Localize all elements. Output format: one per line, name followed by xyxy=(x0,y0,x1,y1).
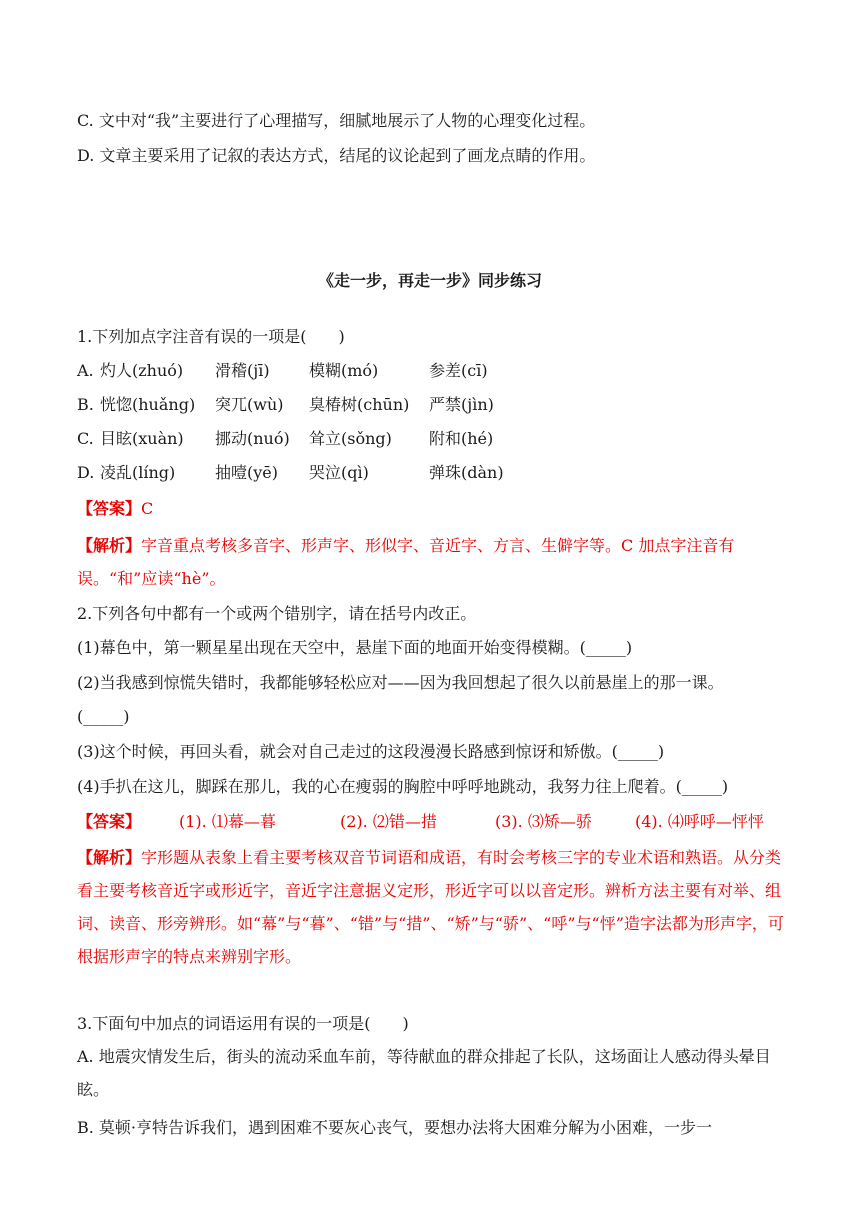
analysis-text: 字音重点考核多音字、形声字、形似字、音近字、方言、生僻字等。C 加点字注音有误。“和”应读“hè”。 xyxy=(77,536,735,588)
q2-item-2-blank: (_____) xyxy=(77,707,130,726)
pinyin-item: 臭椿树(chūn) xyxy=(309,395,410,414)
answer-item: (3). ⑶矫—骄 xyxy=(495,812,592,831)
pinyin-item: 耸立(sǒng) xyxy=(309,429,392,448)
answer-item: (4). ⑷呼呼—怦怦 xyxy=(635,812,764,831)
q2-answer xyxy=(77,811,790,833)
q2-item-3: (3)这个时候，再回头看，就会对自己走过的这段漫漫长路感到惊讶和矫傲。(_____) xyxy=(77,742,665,761)
option-d-text: D. 文章主要采用了记叙的表达方式，结尾的议论起到了画龙点睛的作用。 xyxy=(77,146,596,165)
option-label: C. xyxy=(77,429,94,448)
analysis-text: 字形题从表象上看主要考核双音节词语和成语，有时会考核三字的专业术语和熟语。从分类看主要考核音近字或形近字，音近字注意据义定形，形近字可以以音定形。辨析方法主要有对举、组词、读音、形旁辨形。如“幕”与“暮”、“错”与“措”、“矫”与“骄”、“呼”与“怦”造字法都为形声字，可根据形声字的特点来辨别字形。 xyxy=(77,848,784,966)
answer-label: 【答案】 xyxy=(77,499,142,518)
q1-stem: 1.下列加点字注音有误的一项是( ) xyxy=(77,327,345,346)
q1-answer xyxy=(77,498,790,520)
q2-item-2: (2)当我感到惊慌失错时，我都能够轻松应对——因为我回想起了很久以前悬崖上的那一课。 xyxy=(77,673,724,692)
q2-stem: 2.下列各句中都有一个或两个错别字，请在括号内改正。 xyxy=(77,604,477,623)
pinyin-item: 模糊(mó) xyxy=(309,361,379,380)
pinyin-item: 突兀(wù) xyxy=(215,395,284,414)
pinyin-item: 恍惚(huǎng) xyxy=(100,395,196,414)
pinyin-item: 目眩(xuàn) xyxy=(100,429,184,448)
section-title: 《走一步，再走一步》同步练习 xyxy=(317,271,542,290)
q2-item-4: (4)手扒在这儿，脚踩在那儿，我的心在瘦弱的胸腔中呼呼地跳动，我努力往上爬着。(_____) xyxy=(77,777,729,796)
answer-label: 【答案】 xyxy=(77,812,142,831)
q2-item-1: (1)幕色中，第一颗星星出现在天空中，悬崖下面的地面开始变得模糊。(_____) xyxy=(77,638,633,657)
analysis-label: 【解析】 xyxy=(77,848,142,867)
option-label: B. xyxy=(77,395,94,414)
q3-option-a: A. 地震灾情发生后，街头的流动采血车前，等待献血的群众排起了长队，这场面让人感动得头晕目眩。 xyxy=(77,1047,771,1099)
q3-stem: 3.下面句中加点的词语运用有误的一项是( ) xyxy=(77,1014,409,1033)
pinyin-item: 参差(cī) xyxy=(429,361,488,380)
pinyin-item: 弹珠(dàn) xyxy=(429,463,504,482)
pinyin-item: 哭泣(qì) xyxy=(309,463,369,482)
q1-analysis xyxy=(77,529,790,595)
pinyin-item: 滑稽(jī) xyxy=(215,361,270,380)
pinyin-item: 严禁(jìn) xyxy=(429,395,494,414)
option-label: D. xyxy=(77,463,95,482)
pinyin-item: 挪动(nuó) xyxy=(215,429,290,448)
pinyin-item: 抽噎(yē) xyxy=(215,463,278,482)
answer-value: C xyxy=(141,499,154,518)
q2-analysis xyxy=(77,841,790,973)
pinyin-item: 附和(hé) xyxy=(429,429,494,448)
pinyin-item: 灼人(zhuó) xyxy=(100,361,184,380)
analysis-label: 【解析】 xyxy=(77,536,142,555)
option-label: A. xyxy=(77,361,94,380)
q3-option-b: B. 莫顿·亨特告诉我们，遇到困难不要灰心丧气，要想办法将大困难分解为小困难，一步一 xyxy=(77,1118,713,1137)
pinyin-item: 凌乱(líng) xyxy=(100,463,176,482)
option-c-text: C. 文中对“我”主要进行了心理描写，细腻地展示了人物的心理变化过程。 xyxy=(77,111,596,130)
answer-item: (2). ⑵错—措 xyxy=(340,812,437,831)
answer-item: (1). ⑴幕—暮 xyxy=(179,812,276,831)
